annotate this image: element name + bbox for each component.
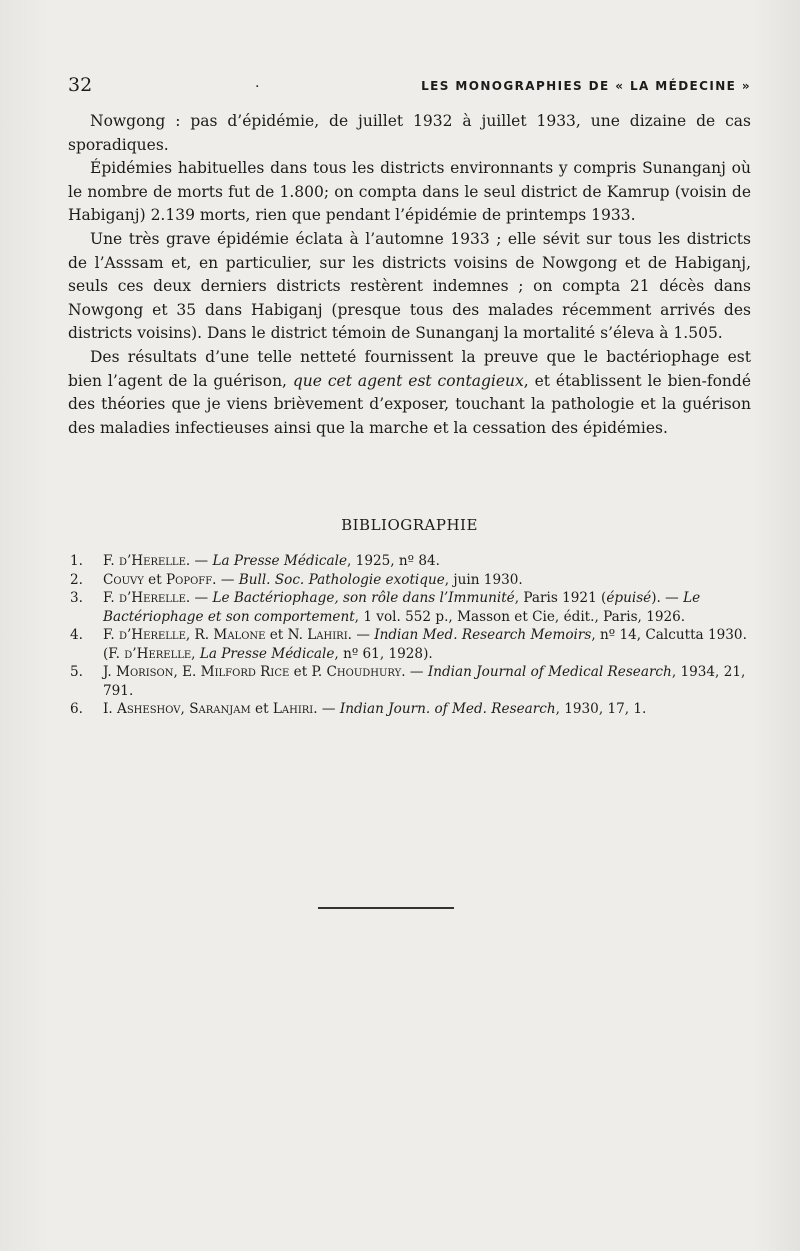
bibliography-author: d’Herelle [118,590,186,606]
bibliography-text: . — [313,701,340,717]
conclusion-text-after: , et établissent le bien-fondé des théories que je viens brièvement d’exposer, touchant la pathologie et la guérison des maladies infectieuses ainsi que la marche et la cessation des épidémies. [68,371,751,437]
bibliography-author: Lahiri [307,627,348,643]
bibliography-entry [68,663,751,700]
bibliography-text: . — [212,571,239,588]
paragraph-grave-epidemie: Une très grave épidémie éclata à l’automne 1933 ; elle sévit sur tous les districts de l’Asssam et, en particulier, sur les districts voisins de Nowgong et de Habiganj, seuls ces deux derniers districts restèrent indemnes ; on compta 21 décès dans Nowgong et 35 dans Habiganj (presque tous des malades récemment arrivés des districts voisins). Dans le district témoin de Sunanganj la mortalité s’éleva à 1.505. [68,229,751,343]
bibliography-author: d’Herelle [118,627,186,643]
bibliography-author: Popoff [166,571,213,588]
bibliography-author: Saranjam [189,701,251,717]
bibliography-entry [68,700,751,719]
header-separator: . [255,75,260,91]
bibliography-author: Malone [213,627,266,643]
bibliography-list [68,552,751,719]
bibliography-text: et [143,571,167,588]
running-title: LES MONOGRAPHIES DE « LA MÉDECINE » [421,79,751,93]
bibliography-heading: BIBLIOGRAPHIE [341,516,478,534]
body-text [68,110,751,440]
bibliography-entry [68,626,751,663]
bibliography-text: . — [185,590,213,606]
bibliography-text: J. [103,664,117,680]
bibliography-text: et [250,701,273,717]
bibliography-text: , [191,645,200,662]
bibliography-entry-number: 1. [70,553,83,569]
bibliography-text: . — [185,553,213,569]
bibliography-text: , E. [173,664,201,680]
bibliography-text: ). — [651,590,684,606]
bibliography-entry-number: 2. [70,571,83,588]
bibliography-title: Indian Med. Research Memoirs [374,627,592,643]
bibliography-text: F. [103,627,119,643]
bibliography-text: . — [401,664,428,680]
bibliography-author: Choudhury [326,664,402,680]
bibliography-text: , 1930, 17, 1. [555,701,647,717]
paragraph-conclusion [68,346,751,440]
bibliography-text: , juin 1930. [444,571,523,588]
bibliography-entry [68,589,751,626]
bibliography-title: Indian Journal of Medical Research [427,664,672,680]
bibliography-entry-number: 6. [70,701,83,717]
bibliography-title: Le Bactériophage et son comportement [103,590,701,625]
page-header [68,74,751,102]
page-number: 32 [68,74,93,96]
bibliography-text: , nº 14, Calcutta 1930. (F. [103,627,747,662]
bibliography-author: d’Herelle [118,553,186,569]
bibliography-author: Morison [116,664,174,680]
conclusion-emphasis: que cet agent est contagieux [292,371,524,390]
bibliography-entry-number: 5. [70,664,83,680]
bibliography-text: F. [103,553,119,569]
bibliography-author: Couvy [103,571,144,588]
bibliography-author: Lahiri [272,701,314,717]
bibliography-entry-number: 4. [70,627,83,643]
bibliography-title: Indian Journ. of Med. Research [339,701,556,717]
bibliography-text: , Paris 1921 ( [514,590,607,606]
bibliography-entry [68,571,751,590]
bibliography-text: , R. [185,627,214,643]
footer-rule [318,907,454,909]
bibliography-text: I. [103,701,118,717]
bibliography-author: d’Herelle [124,645,192,662]
bibliography-title: Le Bactériophage, son rôle dans l’Immunité [212,590,515,606]
bibliography-text: , 1925, nº 84. [347,553,440,569]
paragraph-nowgong: Nowgong : pas d’épidémie, de juillet 1932 à juillet 1933, une dizaine de cas sporadiques. [68,112,751,154]
bibliography-text: , 1 vol. 552 p., Masson et Cie, édit., Paris, 1926. [354,608,686,625]
bibliography-text: et P. [289,664,327,680]
bibliography-title: épuisé [606,590,652,606]
bibliography-author: Asheshov [117,701,181,717]
paragraph-epidemies-habituelles: Épidémies habituelles dans tous les districts environnants y compris Sunanganj où le nombre de morts fut de 1.800; on compta dans le seul district de Kamrup (voisin de Habiganj) 2.139 morts, rien que pendant l’épidémie de printemps 1933. [68,159,751,225]
bibliography-entry [68,552,751,571]
bibliography-title: La Presse Médicale [199,645,335,662]
bibliography-title: La Presse Médicale [212,553,348,569]
bibliography-text: , 1934, 21, 791. [103,664,746,699]
bibliography-text: , nº 61, 1928). [334,645,433,662]
bibliography-title: Bull. Soc. Pathologie exotique [238,571,445,588]
bibliography-text: , [180,701,190,717]
bibliography-author: Milford Rice [200,664,290,680]
conclusion-text-before: Des résultats d’une telle netteté fournissent la preuve que le bactériophage est bien l’agent de la guérison, [68,347,751,390]
bibliography-text: . — [347,627,375,643]
bibliography-text: et N. [265,627,308,643]
bibliography-entry-number: 3. [70,590,83,606]
bibliography-text: F. [103,590,119,606]
